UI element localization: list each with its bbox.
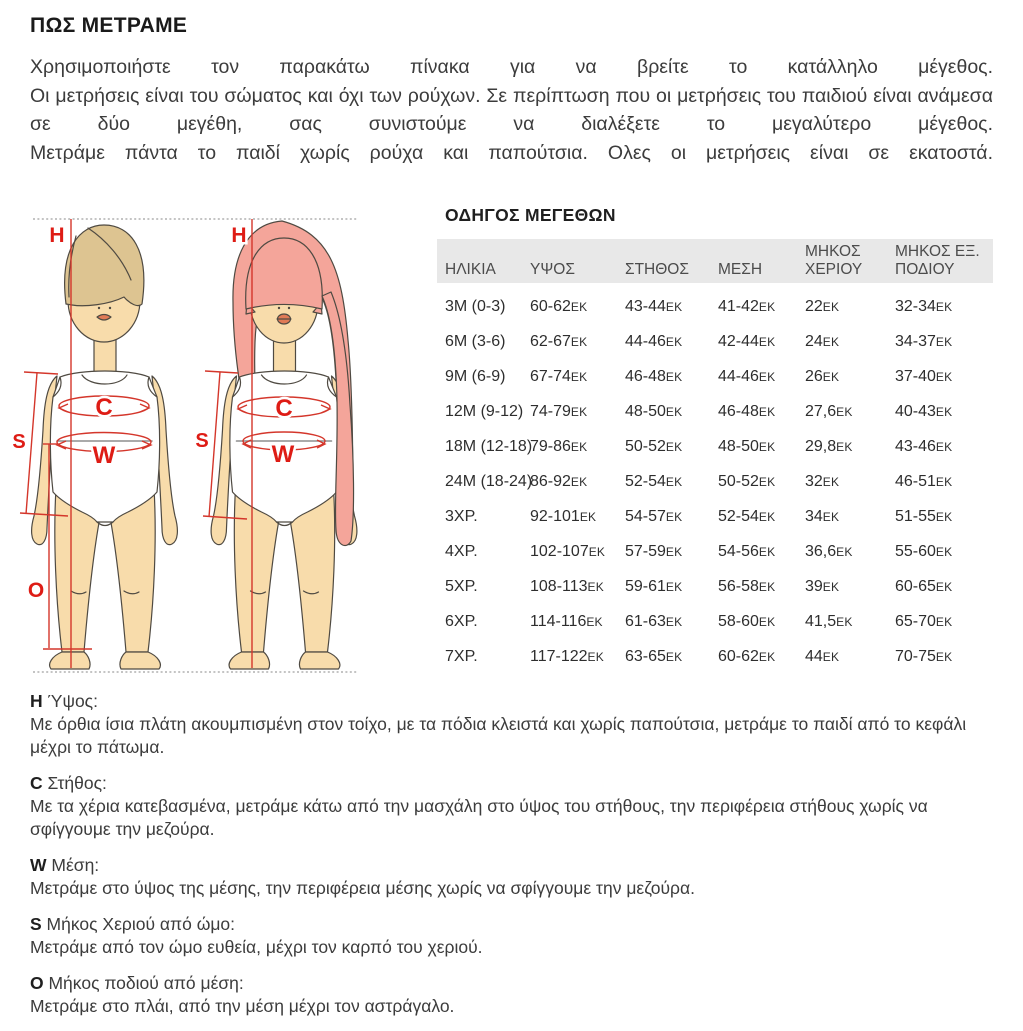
explanation-heading: W Μέση:	[30, 855, 100, 875]
explanation-W	[30, 854, 996, 900]
measure-letter: S	[30, 914, 47, 934]
age-cell: 3Μ (0-3)	[445, 297, 506, 315]
column-header-2: ΥΨΟΣ	[530, 260, 575, 278]
unit-label: ΕΚ	[665, 474, 683, 489]
value: 65-70	[895, 612, 936, 630]
size-table-body	[437, 289, 993, 674]
unit-label: ΕΚ	[822, 509, 840, 524]
measure-letter: O	[30, 973, 49, 993]
unit-label: ΕΚ	[935, 509, 953, 524]
height-label: H	[49, 224, 65, 247]
value: 46-48	[718, 402, 759, 420]
unit-label: ΕΚ	[665, 369, 683, 384]
unit-label: ΕΚ	[935, 369, 953, 384]
intro-line: Χρησιμοποιήστε τον παρακάτω πίνακα για να βρείτε το κατάλληλο μέγεθος.	[30, 56, 993, 78]
age-cell: 12Μ (9-12)	[445, 402, 524, 420]
size-table-row	[437, 604, 993, 639]
value: 61-63	[625, 612, 666, 630]
chest-cell	[617, 403, 710, 421]
value: 39	[805, 577, 823, 595]
waist-cell	[710, 333, 797, 351]
height-cell	[522, 543, 617, 561]
height-cell	[522, 508, 617, 526]
value: 60-62	[718, 647, 759, 665]
unit-label: ΕΚ	[588, 544, 606, 559]
unit-label: ΕΚ	[758, 579, 776, 594]
value: 36,6	[805, 542, 837, 560]
girl-figure	[195, 219, 357, 669]
unit-label: ΕΚ	[758, 614, 776, 629]
age-cell: 5ΧΡ.	[445, 577, 478, 595]
chest-cell	[617, 438, 710, 456]
waist-label: W	[92, 442, 116, 469]
height-cell	[522, 438, 617, 456]
sleeve-cell	[797, 438, 887, 456]
waist-cell	[710, 368, 797, 386]
size-table-row	[437, 499, 993, 534]
value: 27,6	[805, 402, 837, 420]
value: 92-101	[530, 507, 580, 525]
page-title: ΠΩΣ ΜΕΤΡΑΜΕ	[30, 14, 188, 37]
waist-cell	[710, 578, 797, 596]
chest-cell	[617, 298, 710, 316]
sleeve-cell	[797, 543, 887, 561]
unit-label: ΕΚ	[935, 474, 953, 489]
unit-label: ΕΚ	[935, 439, 953, 454]
chest-label: C	[95, 394, 113, 421]
unit-label: ΕΚ	[570, 334, 588, 349]
waist-cell	[710, 648, 797, 666]
age-cell: 7ΧΡ.	[445, 647, 478, 665]
value: 60-62	[530, 297, 571, 315]
unit-label: ΕΚ	[758, 334, 776, 349]
unit-label: ΕΚ	[579, 509, 597, 524]
unit-label: ΕΚ	[665, 649, 683, 664]
age-cell: 24Μ (18-24)	[445, 472, 533, 490]
measurement-diagram	[0, 200, 430, 692]
unit-label: ΕΚ	[665, 299, 683, 314]
size-table-row	[437, 324, 993, 359]
waist-label: W	[271, 441, 295, 468]
explanation-text: Μετράμε στο ύψος της μέσης, την περιφέρεια μέσης χωρίς να σφίγγουμε την μεζούρα.	[30, 878, 695, 898]
sleeve-tick	[24, 372, 58, 374]
unit-label: ΕΚ	[758, 299, 776, 314]
column-header-3: ΣΤΗΘΟΣ	[625, 260, 689, 278]
value: 44-46	[718, 367, 759, 385]
sleeve-measure-line	[26, 373, 37, 514]
chest-cell	[617, 613, 710, 631]
unit-label: ΕΚ	[587, 579, 604, 594]
unit-label: ΕΚ	[586, 614, 603, 629]
outseam-cell	[887, 613, 980, 631]
waist-cell	[710, 403, 797, 421]
measure-letter: H	[30, 691, 48, 711]
intro-paragraph	[30, 53, 993, 167]
unit-label: ΕΚ	[935, 614, 953, 629]
unit-label: ΕΚ	[758, 369, 776, 384]
size-table-row	[437, 429, 993, 464]
size-table-row	[437, 534, 993, 569]
chest-cell	[617, 333, 710, 351]
value: 67-74	[530, 367, 571, 385]
age-cell: 4ΧΡ.	[445, 542, 478, 560]
value: 55-60	[895, 542, 936, 560]
waist-cell	[710, 298, 797, 316]
unit-label: ΕΚ	[665, 404, 683, 419]
unit-label: ΕΚ	[822, 649, 840, 664]
size-table-row	[437, 359, 993, 394]
size-table-row	[437, 639, 993, 674]
explanation-heading: O Μήκος ποδιού από μέση:	[30, 973, 244, 993]
unit-label: ΕΚ	[935, 579, 953, 594]
value: 54-56	[718, 542, 759, 560]
value: 26	[805, 367, 823, 385]
size-table-section	[437, 205, 993, 674]
unit-label: ΕΚ	[570, 369, 588, 384]
size-table-row	[437, 569, 993, 604]
sleeve-cell	[797, 508, 887, 526]
size-table-title: ΟΔΗΓΟΣ ΜΕΓΕΘΩΝ	[445, 205, 616, 225]
value: 102-107	[530, 542, 589, 560]
height-cell	[522, 578, 617, 596]
unit-label: ΕΚ	[665, 439, 683, 454]
sleeve-cell	[797, 578, 887, 596]
column-header-1: ΗΛΙΚΙΑ	[445, 260, 496, 278]
value: 62-67	[530, 332, 571, 350]
waist-cell	[710, 613, 797, 631]
value: 70-75	[895, 647, 936, 665]
chest-cell	[617, 368, 710, 386]
value: 46-48	[625, 367, 666, 385]
value: 52-54	[625, 472, 666, 490]
measure-letter: C	[30, 773, 48, 793]
unit-label: ΕΚ	[822, 579, 840, 594]
value: 59-61	[625, 577, 666, 595]
boy-lips	[97, 315, 111, 321]
waist-cell	[710, 543, 797, 561]
explanation-heading: H Ύψος:	[30, 691, 98, 711]
outseam-cell	[887, 648, 980, 666]
unit-label: ΕΚ	[935, 404, 953, 419]
age-cell: 3ΧΡ.	[445, 507, 478, 525]
outseam-cell	[887, 578, 980, 596]
explanation-heading: S Μήκος Χεριού από ώμο:	[30, 914, 236, 934]
unit-label: ΕΚ	[570, 404, 588, 419]
unit-label: ΕΚ	[836, 614, 853, 629]
height-cell	[522, 613, 617, 631]
waist-cell	[710, 508, 797, 526]
sleeve-tick	[205, 371, 238, 373]
unit-label: ΕΚ	[758, 404, 776, 419]
column-header-5: ΜΗΚΟΣ ΧΕΡΙΟΥ	[805, 243, 863, 278]
unit-label: ΕΚ	[665, 544, 683, 559]
value: 22	[805, 297, 823, 315]
sleeve-cell	[797, 613, 887, 631]
unit-label: ΕΚ	[836, 544, 853, 559]
chest-cell	[617, 648, 710, 666]
sleeve-label: S	[12, 431, 26, 453]
value: 56-58	[718, 577, 759, 595]
unit-label: ΕΚ	[836, 439, 853, 454]
age-cell: 6ΧΡ.	[445, 612, 478, 630]
column-header-4: ΜΕΣΗ	[718, 260, 763, 278]
age-cell: 18Μ (12-18)	[445, 437, 533, 455]
explanation-heading: C Στήθος:	[30, 773, 107, 793]
unit-label: ΕΚ	[935, 649, 953, 664]
chest-cell	[617, 473, 710, 491]
unit-label: ΕΚ	[758, 474, 776, 489]
value: 79-86	[530, 437, 571, 455]
sleeve-cell	[797, 368, 887, 386]
size-table-row	[437, 289, 993, 324]
value: 60-65	[895, 577, 936, 595]
outseam-cell	[887, 438, 980, 456]
value: 54-57	[625, 507, 666, 525]
unit-label: ΕΚ	[758, 509, 776, 524]
chest-cell	[617, 578, 710, 596]
unit-label: ΕΚ	[935, 544, 953, 559]
age-cell: 9Μ (6-9)	[445, 367, 506, 385]
outseam-cell	[887, 403, 980, 421]
waist-cell	[710, 473, 797, 491]
value: 41-42	[718, 297, 759, 315]
size-table-row	[437, 464, 993, 499]
value: 34	[805, 507, 823, 525]
measurement-explanations	[30, 690, 996, 1031]
explanation-text: Μετράμε στο πλάι, από την μέση μέχρι τον αστράγαλο.	[30, 996, 455, 1016]
explanation-text: Με τα χέρια κατεβασμένα, μετράμε κάτω από την μασχάλη στο ύψος του στήθους, την περιφέρεια στήθους χωρίς να σφίγγουμε την μεζούρα.	[30, 796, 928, 839]
height-cell	[522, 298, 617, 316]
unit-label: ΕΚ	[665, 509, 683, 524]
value: 46-51	[895, 472, 936, 490]
sleeve-cell	[797, 473, 887, 491]
value: 32-34	[895, 297, 936, 315]
outseam-cell	[887, 508, 980, 526]
chest-cell	[617, 508, 710, 526]
unit-label: ΕΚ	[665, 579, 683, 594]
unit-label: ΕΚ	[758, 544, 776, 559]
outseam-label: O	[27, 579, 45, 602]
outseam-cell	[887, 333, 980, 351]
value: 43-46	[895, 437, 936, 455]
unit-label: ΕΚ	[935, 299, 953, 314]
unit-label: ΕΚ	[822, 299, 840, 314]
sleeve-cell	[797, 333, 887, 351]
outseam-cell	[887, 298, 980, 316]
unit-label: ΕΚ	[570, 299, 588, 314]
unit-label: ΕΚ	[935, 334, 953, 349]
value: 57-59	[625, 542, 666, 560]
explanation-text: Με όρθια ίσια πλάτη ακουμπισμένη στον τοίχο, με τα πόδια κλειστά και χωρίς παπούτσια, μετράμε το παιδί από το κεφάλι μέχρι το πάτωμα.	[30, 714, 967, 757]
measure-letter: W	[30, 855, 52, 875]
boy-hair	[65, 225, 144, 306]
unit-label: ΕΚ	[836, 404, 853, 419]
sleeve-cell	[797, 648, 887, 666]
value: 52-54	[718, 507, 759, 525]
value: 48-50	[625, 402, 666, 420]
size-table-header	[437, 239, 993, 283]
intro-line: Μετράμε πάντα το παιδί χωρίς ρούχα και παπούτσια. Ολες οι μετρήσεις είναι σε εκατοστά.	[30, 141, 993, 164]
value: 48-50	[718, 437, 759, 455]
explanation-O	[30, 972, 996, 1018]
height-cell	[522, 473, 617, 491]
value: 44	[805, 647, 823, 665]
value: 42-44	[718, 332, 759, 350]
height-cell	[522, 403, 617, 421]
explanation-C	[30, 772, 996, 841]
sleeve-cell	[797, 298, 887, 316]
outseam-cell	[887, 543, 980, 561]
explanation-H	[30, 690, 996, 759]
height-cell	[522, 648, 617, 666]
explanation-S	[30, 913, 996, 959]
outseam-cell	[887, 473, 980, 491]
value: 58-60	[718, 612, 759, 630]
unit-label: ΕΚ	[570, 474, 588, 489]
value: 41,5	[805, 612, 837, 630]
value: 43-44	[625, 297, 666, 315]
explanation-text: Μετράμε από τον ώμο ευθεία, μέχρι τον καρπό του χεριού.	[30, 937, 483, 957]
boy-nostril	[109, 307, 111, 309]
unit-label: ΕΚ	[822, 334, 840, 349]
value: 108-113	[530, 577, 588, 595]
unit-label: ΕΚ	[822, 369, 840, 384]
unit-label: ΕΚ	[758, 439, 776, 454]
boy-figure	[12, 219, 177, 669]
sleeve-label: S	[195, 430, 209, 452]
value: 51-55	[895, 507, 936, 525]
unit-label: ΕΚ	[665, 614, 683, 629]
children-measurement-illustration	[0, 200, 430, 692]
girl-nostril	[278, 307, 280, 309]
value: 24	[805, 332, 823, 350]
chest-cell	[617, 543, 710, 561]
unit-label: ΕΚ	[822, 474, 840, 489]
unit-label: ΕΚ	[570, 439, 588, 454]
age-cell: 6Μ (3-6)	[445, 332, 506, 350]
height-label: H	[231, 224, 247, 247]
value: 37-40	[895, 367, 936, 385]
value: 86-92	[530, 472, 571, 490]
boy-nostril	[98, 307, 100, 309]
sleeve-cell	[797, 403, 887, 421]
value: 34-37	[895, 332, 936, 350]
value: 74-79	[530, 402, 571, 420]
height-cell	[522, 333, 617, 351]
waist-cell	[710, 438, 797, 456]
unit-label: ΕΚ	[587, 649, 604, 664]
value: 32	[805, 472, 823, 490]
height-cell	[522, 368, 617, 386]
unit-label: ΕΚ	[665, 334, 683, 349]
size-table-row	[437, 394, 993, 429]
value: 29,8	[805, 437, 837, 455]
outseam-cell	[887, 368, 980, 386]
value: 50-52	[625, 437, 666, 455]
value: 117-122	[530, 647, 588, 665]
value: 44-46	[625, 332, 666, 350]
value: 114-116	[530, 612, 587, 630]
unit-label: ΕΚ	[758, 649, 776, 664]
intro-line: Οι μετρήσεις είναι του σώματος και όχι των ρούχων. Σε περίπτωση που οι μετρήσεις του παιδιού είναι ανάμεσα σε δύο μεγέθη, σας συνιστούμε να διαλέξετε το μεγαλύτερο μέγεθος.	[30, 84, 993, 136]
value: 63-65	[625, 647, 666, 665]
value: 50-52	[718, 472, 759, 490]
chest-label: C	[275, 395, 293, 422]
column-header-6: ΜΗΚΟΣ ΕΞ. ΠΟΔΙΟΥ	[895, 243, 980, 278]
value: 40-43	[895, 402, 936, 420]
girl-nostril	[288, 307, 290, 309]
